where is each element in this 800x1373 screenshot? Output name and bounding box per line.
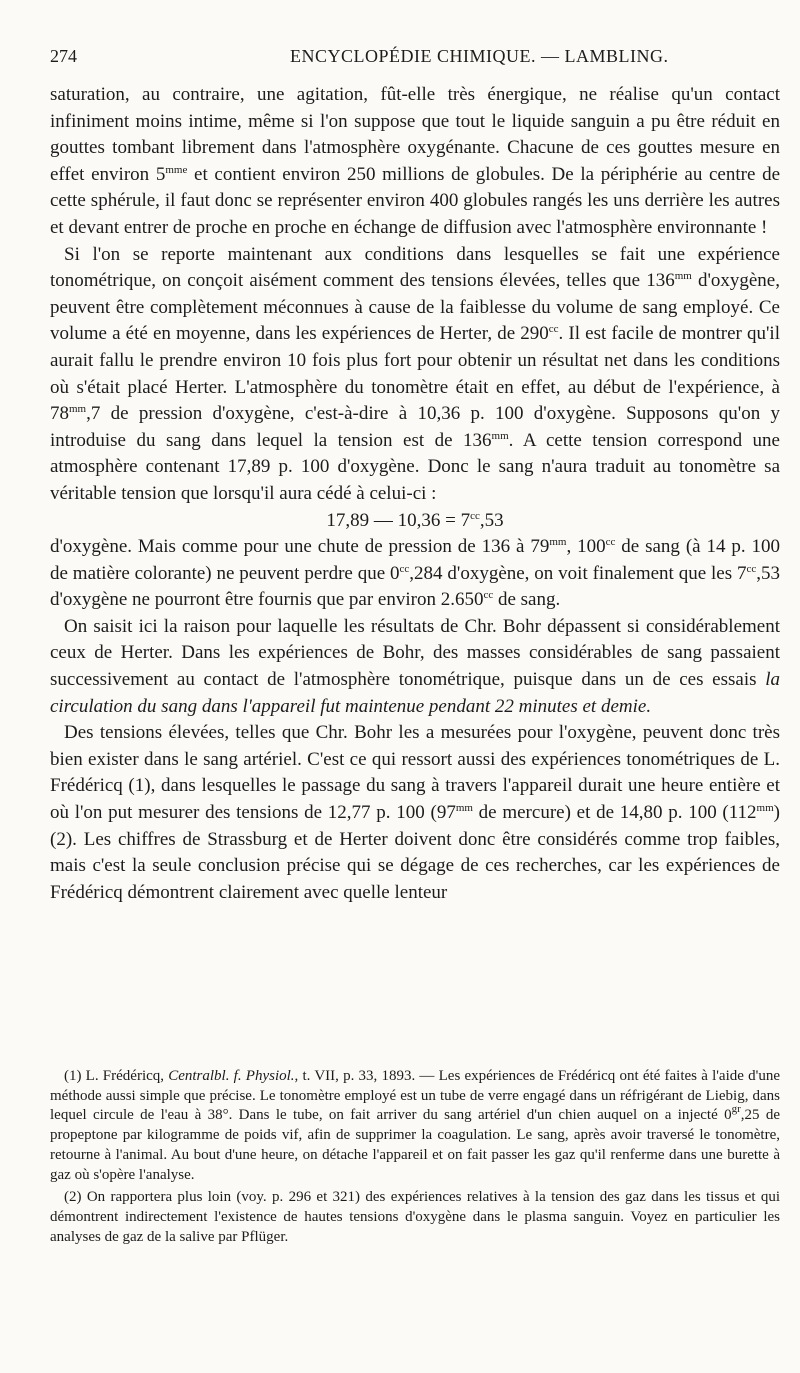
running-header (50, 46, 780, 74)
text-run: Si l'on se reporte maintenant aux conditions dans lesquelles se fait une expérience tonométrique, on conçoit aisément comment des tensions élevées, telles que 136 (50, 243, 780, 292)
journal-title: Centralbl. f. Physiol. (168, 1068, 295, 1084)
unit-superscript: cc (746, 562, 757, 575)
running-title: ENCYCLOPÉDIE CHIMIQUE. — LAMBLING. (290, 46, 669, 66)
text-run: et contient environ 250 millions de globules. De la périphérie au centre de cette sphérule, il faut donc se représenter environ 400 globules rangés les uns derrière les autres et devant entrer de proche en proche en échange de diffusion avec l'atmosphère environnante ! (50, 163, 780, 238)
page-number: 274 (50, 46, 77, 66)
text-run: de mercure) et de 14,80 p. 100 (112 (472, 802, 757, 824)
text-run: de sang (à 14 p. 100 de matière colorante) ne peuvent perdre que 0 (50, 536, 781, 584)
unit-superscript: mm (549, 536, 567, 549)
unit-superscript: cc (605, 536, 616, 549)
unit-superscript: mm (455, 802, 473, 815)
text-run: ,53 d'oxygène ne pourront être fournis que par environ 2.650 (50, 562, 780, 611)
unit-superscript: cc (483, 589, 494, 602)
text-run: ) (2). Les chiffres de Strassburg et de Herter doivent donc être considérés comme trop faibles, mais c'est la seule conclusion précise qui se dégage de ces recherches, car les expériences de Frédéricq démontrent clairement avec quelle lenteur (50, 802, 780, 903)
footnote-1 (50, 1067, 780, 1185)
text-run: , 100 (566, 536, 606, 558)
paragraph-1 (50, 82, 780, 242)
paragraph-4 (50, 614, 780, 720)
unit-superscript: mm (69, 403, 87, 416)
footnotes (50, 1067, 780, 1250)
text-run: , t. VII, p. 33, 1893. — Les expériences de Frédéricq ont été faites à l'aide d'une méthode aussi simple que précise. Le tonomètre employé est un tube de verre engagé dans un réfrigérant de Liebig, dans lequel circule de l'eau à 38°. Dans le tube, on fait arriver du sang artériel d'un chien auquel on a injecté 0 (50, 1068, 780, 1124)
unit-superscript: cc (548, 323, 559, 336)
unit-superscript: mm (674, 270, 692, 283)
text-run: . Il est facile de montrer qu'il aurait fallu le prendre environ 10 fois plus fort pour obtenir un résultat net dans les conditions où s'était placé Herter. L'atmosphère du tonomètre était en effet, au début de l'expérience, à 78 (50, 323, 780, 425)
text-run: de sang. (493, 589, 561, 611)
body-text (50, 82, 780, 906)
unit-superscript: gr (731, 1103, 741, 1116)
paragraph-3 (50, 534, 780, 614)
formula (50, 508, 780, 535)
unit-superscript: cc (399, 562, 410, 575)
text-run: Des tensions élevées, telles que Chr. Bohr les a mesurées pour l'oxygène, peuvent donc très bien exister dans le sang artériel. C'est ce qui ressort aussi des expériences tonométriques de L. Frédéricq (1), dans lesquelles le passage du sang à travers l'appareil durait une heure entière et où l'on put mesurer des tensions de 12,77 p. 100 (97 (50, 722, 780, 824)
text-run: ,284 d'oxygène, on voit finalement que les 7 (409, 562, 747, 584)
italic-text: la circulation du sang dans l'appareil fut maintenue pendant 22 minutes et demie. (50, 669, 780, 717)
text-run: d'oxygène. Mais comme pour une chute de pression de 136 à 79 (50, 536, 550, 558)
text-run: saturation, au contraire, une agitation, fût-elle très énergique, ne réalise qu'un contact infiniment moins intime, même si l'on suppose que tout le liquide sanguin a pu être réduit en gouttes tombant librement dans l'atmosphère oxygénante. Chacune de ces gouttes mesure en effet environ 5 (50, 84, 780, 185)
unit-superscript: cc (470, 509, 480, 522)
text-run: ,25 de propeptone par kilogramme de poids vif, afin de supprimer la coagulation. Le sang, après avoir traversé le tonomètre, retourne à l'animal. Au bout d'une heure, on détache l'appareil et on fait passer les gaz qu'il renferme dans une burette à gaz où s'opère l'analyse. (50, 1107, 780, 1183)
text-run: ,53 (479, 509, 504, 531)
paragraph-5 (50, 720, 780, 906)
unit-superscript: mme (165, 163, 188, 176)
text-run: . A cette tension correspond une atmosphère contenant 17,89 p. 100 d'oxygène. Donc le sang n'aura traduit au tonomètre sa véritable tension que lorsqu'il aura cédé à celui-ci : (50, 429, 780, 504)
footnote-2: (2) On rapportera plus loin (voy. p. 296 et 321) des expériences relatives à la tension des gaz dans les tissus et qui démontrent indirectement l'existence de hautes tensions d'oxygène dans le plasma sanguin. Voyez en particulier les analyses de gaz de la salive par Pflüger. (50, 1189, 780, 1245)
text-run: 17,89 — 10,36 = 7 (326, 509, 471, 531)
paragraph-2 (50, 242, 780, 508)
text-run: ,7 de pression d'oxygène, c'est-à-dire à 10,36 p. 100 d'oxygène. Supposons qu'on y introduise du sang dans lequel la tension est de 136 (50, 403, 780, 451)
text-run: d'oxygène, peuvent être complètement méconnues à cause de la faiblesse du volume de sang employé. Ce volume a été en moyenne, dans les expériences de Herter, de 290 (50, 270, 780, 345)
unit-superscript: mm (756, 802, 774, 815)
text-run: (1) L. Frédéricq, (64, 1068, 169, 1084)
unit-superscript: mm (491, 429, 509, 442)
text-run: On saisit ici la raison pour laquelle les résultats de Chr. Bohr dépassent si considérablement ceux de Herter. Dans les expériences de Bohr, des masses considérables de sang passaient successivement au contact de l'atmosphère tonométrique, puisque dans un de ces essais (50, 615, 780, 691)
